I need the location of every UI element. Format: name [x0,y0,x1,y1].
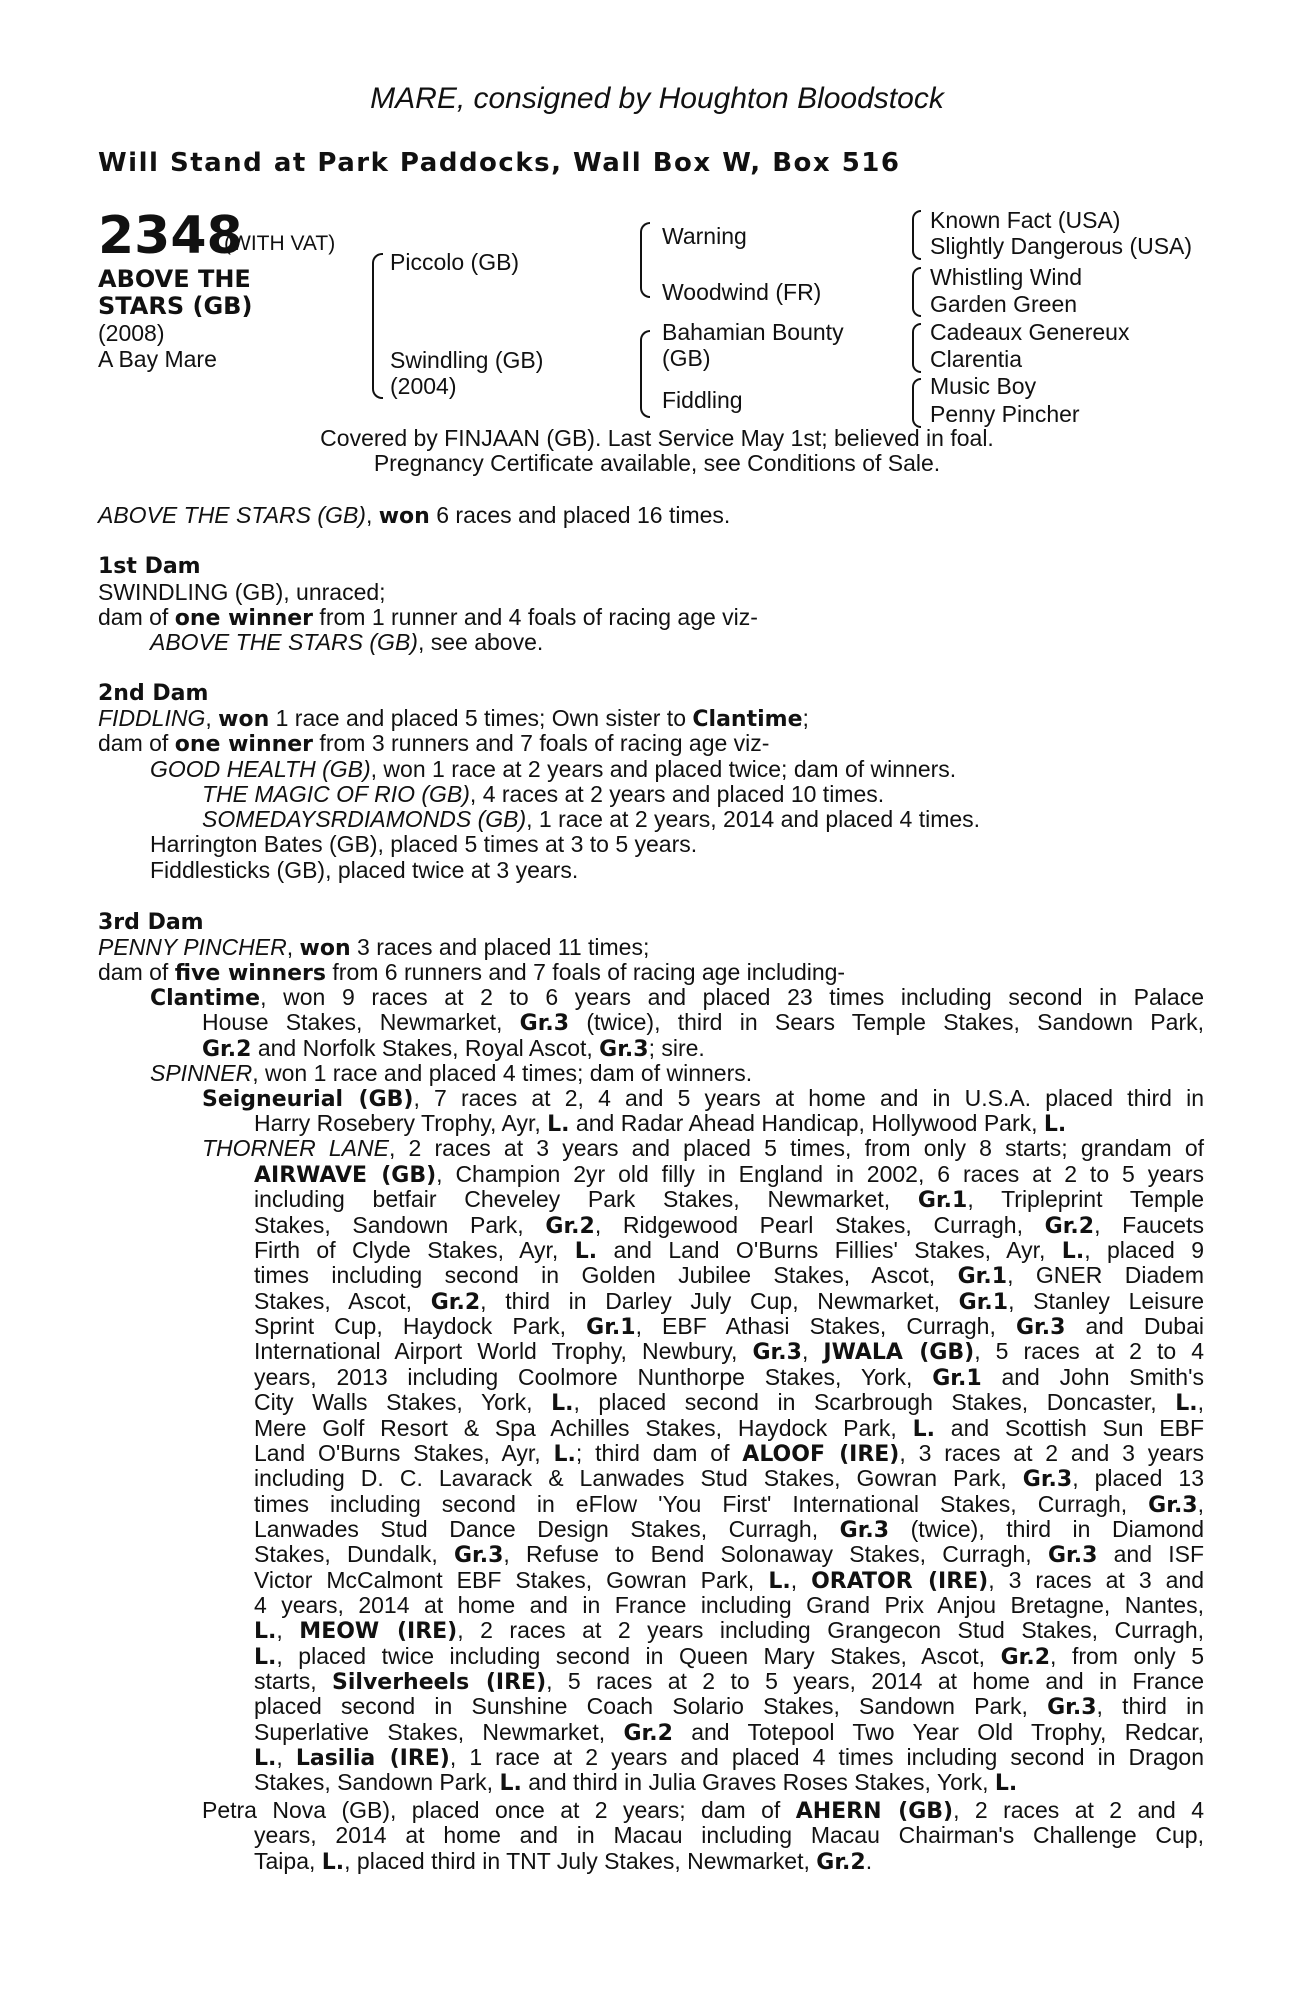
line-text: , [1197,1389,1204,1416]
airwave-line [254,1289,1204,1315]
record-won: won [378,504,430,529]
bold-text: L. [912,1416,935,1442]
line-text: , third in [1096,1693,1204,1720]
airwave-line [254,1770,1204,1796]
airwave-line [254,1593,1204,1618]
line-text: and Totepool Two Year Old Trophy, Redcar, [672,1718,1204,1745]
bold-text: Gr.2 [1044,1213,1095,1239]
bold-text: Gr.2 [1000,1644,1051,1670]
line-text: , GNER Diadem [1007,1262,1205,1289]
line-text: 4 years, 2014 at home and in France including Grand Prix Anjou Bretagne, Nantes, [254,1591,1204,1618]
ggp-1: Known Fact (USA) [930,207,1121,233]
dam-of-text: dam of [98,959,175,985]
stand-location: Will Stand at Park Paddocks, Wall Box W, Box 516 [98,148,901,178]
second-dam-line1: FIDDLING, won 1 race and placed 5 times; Own sister to Clantime; [98,705,809,732]
won-text: won [218,707,270,732]
dam-dam: Fiddling [662,387,743,413]
line-text: Petra Nova (GB), placed once at 2 years; dam of [202,1797,796,1823]
airwave-line [254,1720,1204,1746]
line-text: , won 1 race and placed 4 times; dam of winners. [252,1060,753,1086]
dam-of-text: dam of [98,730,175,756]
bold-text: Gr.2 [430,1289,481,1315]
line-text: Stakes, Sandown Park, [254,1769,500,1796]
line-text: (twice), third in Sears Temple Stakes, Sandown Park, [569,1009,1204,1035]
sire: Piccolo (GB) [390,249,520,275]
bold-text: L. [553,1441,576,1467]
bold-text: L. [1061,1239,1085,1265]
bold-text: Gr.3 [453,1543,504,1569]
line-text: , Stanley Leisure [1008,1287,1205,1314]
line-text: , placed 9 [1084,1237,1204,1264]
bold-text: Lasilia (IRE) [295,1746,450,1772]
covering-note: Covered by FINJAAN (GB). Last Service May 1st; believed in foal. [320,425,994,451]
record-rest: 6 races and placed 16 times. [429,502,731,528]
line-text: , [276,1617,300,1644]
line-text: Lanwades Stud Dance Design Stakes, Curragh, [254,1515,840,1542]
bold-text: L. [551,1391,574,1417]
sire-dam-brace [372,253,383,399]
seigneurial-line2 [254,1111,1066,1137]
line-text: , 5 races at 2 to 5 years, 2014 at home and in France [546,1668,1204,1694]
bold-text: Gr.2 [545,1213,595,1239]
produce-name: GOOD HEALTH (GB) [150,756,371,782]
line-text: , placed third in TNT July Stakes, Newmarket, [344,1847,817,1874]
winners-count: one winner [174,606,314,631]
from-text: from 3 runners and 7 foals of racing age viz- [313,730,770,756]
race-record: ABOVE THE STARS (GB), won 6 races and placed 16 times. [98,502,731,529]
bold-text: Gr.3 [752,1340,802,1366]
dam-name: FIDDLING [98,705,206,731]
seigneurial-line1 [202,1086,1204,1112]
bold-text: Gr.3 [1015,1315,1066,1341]
ggp-8: Penny Pincher [930,401,1080,427]
bold-text: Silverheels (IRE) [332,1670,547,1695]
line-text: times including second in Golden Jubilee Stakes, Ascot, [254,1262,958,1289]
line-text: and Dubai [1065,1313,1204,1340]
line-text: City Walls Stakes, York, [254,1389,552,1416]
bold-text: Gr.1 [958,1289,1009,1315]
horse-name-line2: STARS (GB) [98,292,253,320]
line-text: , [276,1744,296,1771]
horse-name: SPINNER [150,1060,253,1086]
line-text: Stakes, Sandown Park, [254,1211,546,1238]
sister-name: Clantime [692,707,803,732]
sire-line-brace [640,222,650,298]
petra-nova-line [254,1849,1204,1875]
ggp-7: Music Boy [930,373,1037,399]
line-text: Superlative Stakes, Newmarket, [254,1718,624,1745]
bold-text: MEOW (IRE) [299,1619,458,1645]
thorner-lane-line [202,1136,1204,1161]
ggp-2: Slightly Dangerous (USA) [930,233,1193,259]
bold-text: Gr.3 [1047,1695,1097,1721]
airwave-line [254,1213,1204,1239]
airwave-line [254,1644,1204,1670]
bold-text: L. [254,1746,277,1772]
horse-year: (2008) [98,320,165,346]
dam: Swindling (GB) [390,347,544,373]
line-text: , Champion 2yr old filly in England in 2002, 6 races at 2 to 5 years [436,1161,1204,1187]
line-text: and Scottish Sun EBF [934,1414,1204,1441]
line-text: , placed twice including second in Queen Mary Stakes, Ascot, [276,1642,1001,1669]
bold-text: Gr.3 [1022,1467,1073,1493]
airwave-line [254,1416,1204,1442]
horse-name: Seigneurial (GB) [202,1087,414,1112]
produce-name: THE MAGIC OF RIO (GB) [202,781,470,807]
bold-text: Gr.1 [932,1365,982,1391]
line-text: , EBF Athasi Stakes, Curragh, [635,1313,1016,1340]
dam-sire: Bahamian Bounty [662,319,844,345]
line-text: Victor McCalmont EBF Stakes, Gowran Park, [254,1566,769,1593]
horse-name-line1: ABOVE THE [98,265,251,293]
airwave-line [254,1263,1204,1289]
airwave-line [254,1542,1204,1568]
first-dam-line1: SWINDLING (GB), unraced; [98,579,386,605]
bold-text: L. [254,1644,277,1670]
bold-text: AIRWAVE (GB) [254,1163,437,1188]
ggp-4: Garden Green [930,291,1078,317]
ggp-brace-2 [912,267,921,317]
from-text: from 6 runners and 7 foals of racing age including- [326,959,846,985]
airwave-line [254,1694,1204,1720]
ggp-brace-4 [912,378,921,428]
ggp-5: Cadeaux Genereux [930,319,1130,345]
line-text: and Land O'Burns Fillies' Stakes, Ayr, [597,1237,1062,1264]
horse-name [98,266,298,320]
line-text: , [801,1338,824,1365]
line-text: 1 race and placed 5 times; Own sister to [269,705,693,731]
line-text: . [865,1847,873,1874]
petra-nova-line [254,1823,1204,1848]
line-text: , Faucets [1094,1211,1204,1238]
airwave-line [254,1568,1204,1594]
bold-text: ORATOR (IRE) [811,1568,989,1594]
clantime-line1 [150,985,1204,1011]
bold-text: L. [254,1619,277,1645]
grade: L. [547,1112,570,1137]
line-text: , 3 races at 2 and 3 years [899,1439,1204,1466]
line-text: (twice), third in Diamond [889,1515,1205,1542]
spinner-line [150,1061,752,1086]
airwave-line [254,1669,1204,1695]
line-text: Stakes, Dundalk, [254,1541,454,1568]
line-text: , Tripleprint Temple [967,1186,1204,1213]
line-text: Firth of Clyde Stakes, Ayr, [254,1237,575,1264]
produce-harrington-bates: Harrington Bates (GB), placed 5 times at 3 to 5 years. [150,831,698,857]
horse-description: A Bay Mare [98,346,217,372]
winners-count: one winner [174,732,314,757]
line-text: , 2 races at 2 and 4 [953,1797,1205,1823]
line-text: and third in Julia Graves Roses Stakes, York, [521,1769,995,1796]
second-dam-line2 [98,731,769,757]
line-text: , 7 races at 2, 4 and 5 years at home and in U.S.A. placed third in [413,1085,1204,1111]
line-text: Sprint Cup, Haydock Park, [254,1313,587,1340]
sire-dam: Woodwind (FR) [662,279,822,305]
airwave-line [254,1238,1204,1264]
bold-text: JWALA (GB) [823,1340,975,1366]
bold-text: L. [321,1849,345,1875]
line-text: Harry Rosebery Trophy, Ayr, [254,1110,548,1136]
grade: Gr.2 [202,1037,252,1062]
line-text: International Airport World Trophy, Newbury, [254,1338,753,1365]
first-dam-heading: 1st Dam [98,554,201,579]
airwave-line [254,1162,1204,1188]
line-text: , placed second in Scarbrough Stakes, Doncaster, [573,1389,1176,1416]
airwave-line [254,1339,1204,1365]
produce-somedaysrdiamonds [202,807,980,832]
third-dam-line2 [98,960,845,986]
clantime-line3 [202,1036,705,1062]
line-text: and ISF [1097,1541,1205,1568]
line-text: , 2 races at 2 years including Grangecon Stud Stakes, Curragh, [457,1617,1205,1644]
produce-rest: , 1 race at 2 years, 2014 and placed 4 times. [526,806,981,832]
line-text: , third in Darley July Cup, Newmarket, [480,1287,959,1314]
line-text: Mere Golf Resort & Spa Achilles Stakes, Haydock Park, [254,1414,913,1441]
lot-number: 2348 [98,206,243,266]
line-text: Stakes, Ascot, [254,1287,431,1314]
line-text: ; sire. [648,1035,705,1061]
line-text: , 1 race at 2 years and placed 4 times including second in Dragon [449,1744,1204,1771]
won-text: won [299,936,351,961]
third-dam-heading: 3rd Dam [98,910,204,935]
airwave-line [254,1517,1204,1543]
line-text: placed second in Sunshine Coach Solario Stakes, Sandown Park, [254,1693,1048,1720]
airwave-line [254,1618,1204,1644]
line-text: years, 2013 including Coolmore Nunthorpe Stakes, York, [254,1363,933,1390]
dam-of-text: dam of [98,604,175,630]
clantime-line2 [202,1010,1204,1036]
line-text: ; third dam of [575,1439,743,1466]
bold-text: L. [768,1568,791,1594]
line-text: , [1197,1490,1204,1517]
first-dam-produce [150,630,543,655]
bold-text: Gr.3 [1047,1543,1098,1569]
line-text: Taipa, [254,1847,322,1874]
from-text: from 1 runner and 4 foals of racing age viz- [313,604,758,630]
second-dam-heading: 2nd Dam [98,681,209,706]
produce-rest: , 4 races at 2 years and placed 10 times. [469,781,885,807]
horse-name: THORNER LANE [202,1135,389,1161]
bold-text: Gr.1 [957,1264,1008,1290]
third-dam-line1: PENNY PINCHER, won 3 races and placed 11 times; [98,934,650,961]
horse-name: Clantime [150,986,261,1011]
bold-text: Gr.1 [917,1188,968,1214]
airwave-line [254,1390,1204,1416]
grade: Gr.3 [519,1011,570,1036]
consignment-title: MARE, consigned by Houghton Bloodstock [370,82,944,115]
line-text: years, 2014 at home and in Macau including Macau Chairman's Challenge Cup, [254,1822,1204,1849]
line-text: and Norfolk Stakes, Royal Ascot, [251,1035,600,1061]
line-text: House Stakes, Newmarket, [202,1009,520,1035]
dam-line-brace [640,330,650,418]
ggp-6: Clarentia [930,346,1023,372]
line-text: including D. C. Lavarack & Lanwades Stud Stakes, Gowran Park, [254,1465,1023,1492]
line-text: , won 9 races at 2 to 6 years and placed 23 times including second in Palace [260,984,1204,1010]
ggp-3: Whistling Wind [930,264,1083,290]
produce-name: SOMEDAYSRDIAMONDS (GB) [202,806,527,832]
produce-magic-of-rio [202,782,884,807]
grade: L. [1043,1112,1067,1137]
bold-text: AHERN (GB) [795,1799,954,1824]
ggp-brace-1 [912,210,921,260]
record-horse-name: ABOVE THE STARS (GB) [98,502,366,528]
vat-note: (WITH VAT) [224,232,336,255]
bold-text: Gr.1 [586,1315,636,1341]
line-text: times including second in eFlow 'You First' International Stakes, Curragh, [254,1490,1149,1517]
line-text: Land O'Burns Stakes, Ayr, [254,1439,554,1466]
pregnancy-note: Pregnancy Certificate available, see Conditions of Sale. [373,450,941,476]
produce-rest: , won 1 race at 2 years and placed twice; dam of winners. [370,756,957,782]
line-text: , 5 races at 2 to 4 [974,1338,1205,1365]
line-text: , 3 races at 3 and [988,1566,1204,1593]
dam-year: (2004) [390,373,457,399]
punct: ; [802,705,809,731]
airwave-line [254,1187,1204,1213]
line-text: and Radar Ahead Handicap, Hollywood Park, [569,1110,1044,1136]
ggp-brace-3 [912,323,921,373]
bold-text: L. [994,1771,1018,1797]
winners-count: five winners [174,961,327,986]
produce-rest: , see above. [417,629,544,655]
line-text: , Ridgewood Pearl Stakes, Curragh, [594,1211,1045,1238]
line-text: , placed 13 [1072,1465,1204,1492]
sire-sire: Warning [662,223,747,249]
airwave-line [254,1492,1204,1518]
line-text: , Refuse to Bend Solonaway Stakes, Curragh, [503,1541,1048,1568]
airwave-line [254,1441,1204,1467]
bold-text: Gr.3 [839,1517,890,1543]
line-text: , 2 races at 3 years and placed 5 times, from only 8 starts; grandam of [388,1135,1204,1161]
dam-sire-suffix: (GB) [662,345,711,371]
grade: Gr.3 [599,1037,649,1062]
airwave-line [254,1365,1204,1391]
airwave-line [254,1745,1204,1771]
bold-text: Gr.2 [623,1720,673,1746]
bold-text: L. [499,1771,522,1797]
first-dam-line2 [98,605,758,631]
dam-name: PENNY PINCHER [98,934,287,960]
produce-good-health [150,757,956,782]
bold-text: L. [1175,1391,1198,1417]
line-text: , from only 5 [1050,1642,1205,1669]
bold-text: Gr.2 [816,1849,866,1875]
line-text: including betfair Cheveley Park Stakes, Newmarket, [254,1186,918,1213]
bold-text: L. [574,1239,598,1265]
petra-nova-line [202,1798,1204,1824]
produce-fiddlesticks: Fiddlesticks (GB), placed twice at 3 years. [150,857,579,883]
line-text: 3 races and placed 11 times; [350,934,650,960]
produce-name: ABOVE THE STARS (GB) [150,629,418,655]
bold-text: Gr.3 [1148,1492,1198,1518]
line-text: and John Smith's [981,1363,1204,1390]
line-text: starts, [254,1668,333,1694]
bold-text: ALOOF (IRE) [742,1441,900,1467]
airwave-line [254,1314,1204,1340]
airwave-line [254,1466,1204,1492]
line-text: , [790,1566,812,1593]
